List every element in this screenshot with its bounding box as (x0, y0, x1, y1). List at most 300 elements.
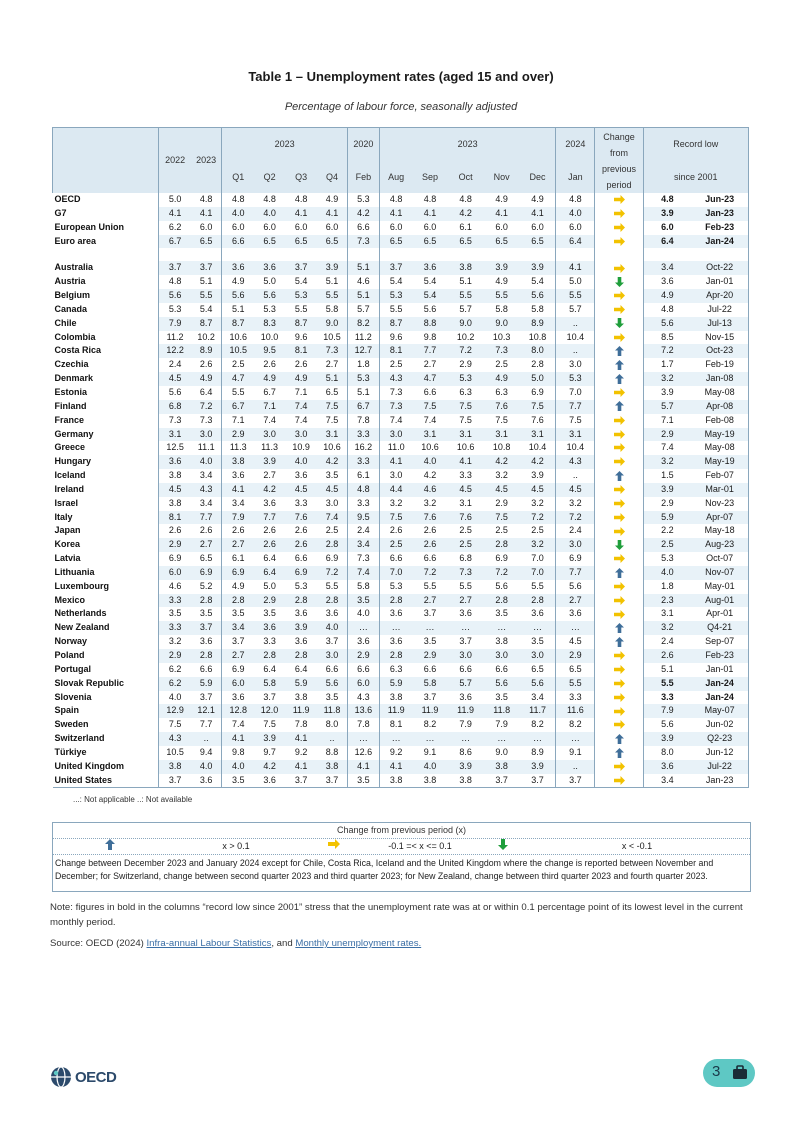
value-cell: … (347, 621, 379, 635)
value-cell: 4.6 (412, 483, 447, 497)
record-low-value: 8.0 (643, 746, 691, 760)
value-cell: 2.8 (254, 649, 285, 663)
value-cell: 3.9 (484, 261, 520, 275)
value-cell: 3.6 (317, 607, 347, 621)
value-cell: 11.1 (191, 441, 222, 455)
value-cell: 3.7 (317, 774, 347, 788)
table-row (53, 261, 749, 275)
header-nov: Nov (484, 161, 520, 193)
value-cell: 5.3 (379, 580, 412, 594)
value-cell: 2.7 (222, 538, 254, 552)
value-cell: 5.6 (484, 580, 520, 594)
infra-annual-link[interactable]: Infra-annual Labour Statistics (146, 938, 272, 949)
value-cell: 4.6 (159, 580, 191, 594)
value-cell: 11.6 (556, 704, 595, 718)
country-name: Korea (54, 539, 81, 550)
value-cell: 6.4 (254, 663, 285, 677)
country-name: Australia (54, 262, 94, 273)
value-cell: 8.0 (317, 718, 347, 732)
value-cell: 3.0 (379, 428, 412, 442)
record-low-value: 3.9 (643, 732, 691, 746)
spacer-cell (412, 248, 447, 261)
country-name: Euro area (54, 235, 97, 246)
value-cell: 6.1 (347, 469, 379, 483)
header-change-line1: Change (603, 131, 635, 142)
header-since-2001: since 2001 (643, 161, 748, 193)
value-cell: 1.8 (347, 358, 379, 372)
value-cell: 5.4 (412, 275, 447, 289)
value-cell: 3.1 (448, 428, 484, 442)
value-cell: 4.5 (285, 483, 317, 497)
value-cell: 11.3 (222, 441, 254, 455)
value-cell: … (556, 621, 595, 635)
record-low-value: 3.2 (643, 372, 691, 386)
country-name: Switzerland (54, 733, 105, 744)
spacer-row (53, 248, 749, 261)
record-low-value: 2.2 (643, 524, 691, 538)
value-cell: 3.6 (448, 691, 484, 705)
change-arrow-flat-icon (595, 441, 643, 455)
value-cell: 4.9 (484, 275, 520, 289)
value-cell: 5.2 (191, 580, 222, 594)
value-cell: 9.0 (484, 317, 520, 331)
value-cell: 7.6 (448, 511, 484, 525)
value-cell: 5.6 (159, 289, 191, 303)
value-cell: 4.0 (285, 455, 317, 469)
value-cell: 12.6 (347, 746, 379, 760)
value-cell: 3.2 (520, 538, 556, 552)
record-low-date: Nov-15 (691, 331, 748, 345)
country-name: Netherlands (54, 608, 107, 619)
record-low-value: 5.6 (643, 718, 691, 732)
table-row (53, 441, 749, 455)
spacer-cell (484, 248, 520, 261)
country-name: Iceland (54, 470, 86, 481)
value-cell: 8.0 (520, 344, 556, 358)
value-cell: 7.2 (412, 566, 447, 580)
value-cell: 8.1 (379, 718, 412, 732)
record-low-date: May-08 (691, 386, 748, 400)
value-cell: 2.8 (484, 594, 520, 608)
record-low-value: 7.2 (643, 344, 691, 358)
value-cell: 4.9 (484, 193, 520, 207)
value-cell: 7.6 (520, 414, 556, 428)
value-cell: 3.7 (484, 774, 520, 788)
value-cell: 5.1 (448, 275, 484, 289)
value-cell: 5.5 (484, 289, 520, 303)
value-cell: 3.7 (317, 635, 347, 649)
country-name: Poland (54, 650, 85, 660)
change-arrow-flat-icon (595, 428, 643, 442)
value-cell: 12.9 (159, 704, 191, 718)
value-cell: 3.3 (347, 455, 379, 469)
value-cell: 5.4 (379, 275, 412, 289)
value-cell: 3.1 (412, 428, 447, 442)
record-low-value: 3.4 (643, 261, 691, 275)
table-row (53, 566, 749, 580)
value-cell: 5.5 (379, 303, 412, 317)
value-cell: 4.1 (412, 207, 447, 221)
value-cell: 7.3 (347, 235, 379, 249)
change-arrow-up-icon (595, 358, 643, 372)
record-low-date: Jun-23 (691, 193, 748, 207)
value-cell: … (484, 621, 520, 635)
table-row (53, 303, 749, 317)
record-low-date: Jun-02 (691, 718, 748, 732)
value-cell: 7.5 (317, 400, 347, 414)
change-arrow-flat-icon (595, 718, 643, 732)
briefcase-icon (727, 1060, 753, 1086)
value-cell: 6.4 (254, 566, 285, 580)
value-cell: 3.7 (379, 261, 412, 275)
value-cell: 2.8 (379, 594, 412, 608)
value-cell: 3.0 (317, 649, 347, 663)
value-cell: 2.8 (285, 594, 317, 608)
value-cell: 5.0 (254, 275, 285, 289)
value-cell: 4.8 (285, 193, 317, 207)
value-cell: 11.0 (379, 441, 412, 455)
value-cell: 4.1 (285, 207, 317, 221)
value-cell: 3.1 (448, 497, 484, 511)
value-cell: 3.6 (159, 455, 191, 469)
value-cell: 2.8 (285, 649, 317, 663)
source-line (50, 938, 421, 949)
value-cell: 3.2 (556, 497, 595, 511)
value-cell: 7.5 (317, 414, 347, 428)
value-cell: 6.1 (222, 552, 254, 566)
value-cell: 3.5 (191, 607, 222, 621)
change-arrow-up-icon (595, 635, 643, 649)
table-row (53, 317, 749, 331)
value-cell: 5.3 (556, 372, 595, 386)
header-change-line2: from (610, 147, 629, 158)
table-row (53, 746, 749, 760)
value-cell: 4.0 (347, 607, 379, 621)
value-cell: 10.6 (412, 441, 447, 455)
value-cell: 3.0 (191, 428, 222, 442)
record-low-value: 3.9 (643, 207, 691, 221)
value-cell: 3.4 (222, 497, 254, 511)
value-cell: 3.9 (520, 469, 556, 483)
spacer-cell (691, 248, 748, 261)
value-cell: 4.9 (254, 372, 285, 386)
value-cell: 5.4 (285, 275, 317, 289)
legend-flat-icon (306, 839, 361, 854)
value-cell: 6.3 (379, 663, 412, 677)
value-cell: 6.7 (347, 400, 379, 414)
value-cell: 4.5 (484, 483, 520, 497)
value-cell: 10.6 (448, 441, 484, 455)
record-low-value: 3.6 (643, 760, 691, 774)
value-cell: 5.4 (412, 289, 447, 303)
value-cell: 2.6 (285, 538, 317, 552)
value-cell: 6.0 (191, 221, 222, 235)
record-low-value: 3.9 (643, 386, 691, 400)
value-cell: 11.9 (412, 704, 447, 718)
country-name: Austria (54, 276, 86, 287)
value-cell: 7.3 (379, 400, 412, 414)
value-cell: 4.0 (254, 207, 285, 221)
value-cell: 5.1 (191, 275, 222, 289)
value-cell: 2.6 (191, 358, 222, 372)
value-cell: 3.2 (520, 497, 556, 511)
value-cell: 2.8 (222, 594, 254, 608)
value-cell: 4.1 (317, 207, 347, 221)
value-cell: 5.7 (448, 303, 484, 317)
value-cell: 3.7 (191, 621, 222, 635)
value-cell: 4.1 (285, 760, 317, 774)
change-arrow-flat-icon (595, 774, 643, 788)
table-row (53, 331, 749, 345)
table-row (53, 235, 749, 249)
value-cell: 10.4 (520, 441, 556, 455)
value-cell: 4.1 (222, 732, 254, 746)
value-cell: 2.5 (448, 538, 484, 552)
value-cell: 3.0 (379, 469, 412, 483)
header-q2: Q2 (254, 161, 285, 193)
value-cell: 3.6 (379, 607, 412, 621)
value-cell: 5.5 (222, 386, 254, 400)
value-cell: 3.5 (347, 774, 379, 788)
value-cell: 7.0 (520, 552, 556, 566)
value-cell: … (520, 732, 556, 746)
record-low-value: 5.6 (643, 317, 691, 331)
value-cell: 2.6 (222, 524, 254, 538)
value-cell: 7.5 (448, 400, 484, 414)
record-low-date: Apr-07 (691, 511, 748, 525)
change-arrow-flat-icon (595, 511, 643, 525)
record-low-value: 5.9 (643, 511, 691, 525)
value-cell: 3.4 (191, 497, 222, 511)
value-cell: 3.6 (285, 469, 317, 483)
value-cell: 6.5 (484, 235, 520, 249)
value-cell: 8.7 (285, 317, 317, 331)
header-record-low: Record low (643, 128, 748, 162)
value-cell: 2.5 (484, 524, 520, 538)
record-low-value: 1.5 (643, 469, 691, 483)
value-cell: 3.6 (254, 497, 285, 511)
value-cell: 4.2 (347, 207, 379, 221)
value-cell: 7.3 (191, 414, 222, 428)
value-cell: 3.6 (254, 261, 285, 275)
value-cell: 6.0 (484, 221, 520, 235)
page-number: 3 (712, 1063, 721, 1080)
value-cell: 4.9 (222, 275, 254, 289)
value-cell: 2.4 (159, 358, 191, 372)
value-cell: 7.5 (448, 414, 484, 428)
value-cell: 6.5 (191, 235, 222, 249)
value-cell: 3.0 (285, 428, 317, 442)
record-low-date: Oct-07 (691, 552, 748, 566)
value-cell: 3.7 (412, 607, 447, 621)
table-subtitle: Percentage of labour force, seasonally adjusted (284, 101, 518, 113)
value-cell: 8.2 (347, 317, 379, 331)
value-cell: 7.7 (412, 344, 447, 358)
record-low-value: 4.8 (643, 303, 691, 317)
spacer-cell (191, 248, 222, 261)
header-aug: Aug (379, 161, 412, 193)
value-cell: 3.1 (317, 428, 347, 442)
table-row (53, 774, 749, 788)
value-cell: 3.3 (556, 691, 595, 705)
value-cell: .. (556, 760, 595, 774)
value-cell: 5.1 (317, 275, 347, 289)
record-low-date: Nov-23 (691, 497, 748, 511)
value-cell: 6.5 (254, 235, 285, 249)
record-low-date: May-19 (691, 428, 748, 442)
value-cell: 16.2 (347, 441, 379, 455)
value-cell: 2.9 (159, 649, 191, 663)
value-cell: 7.2 (520, 511, 556, 525)
value-cell: 3.0 (317, 497, 347, 511)
value-cell: 3.7 (448, 635, 484, 649)
value-cell: 8.9 (520, 317, 556, 331)
change-arrow-flat-icon (595, 235, 643, 249)
record-low-date: Aug-23 (691, 538, 748, 552)
value-cell: 9.7 (254, 746, 285, 760)
value-cell: 6.6 (222, 235, 254, 249)
spacer-cell (222, 248, 254, 261)
value-cell: 3.7 (159, 261, 191, 275)
spacer-cell (448, 248, 484, 261)
legend-explanation: Change between December 2023 and January 2024 except for Chile, Costa Rica, Iceland and the United Kingdom where the change is reported between November and December; for Switzerland, change between second quarter 2023 and third quarter 2023; for New Zealand, change between third quarter 2023 and fourth quarter 2023. (55, 858, 714, 881)
value-cell: 3.9 (520, 760, 556, 774)
value-cell: 2.6 (285, 524, 317, 538)
value-cell: 7.8 (347, 718, 379, 732)
value-cell: 4.0 (412, 455, 447, 469)
value-cell: 4.8 (254, 193, 285, 207)
value-cell: 2.7 (556, 594, 595, 608)
record-low-date: Aug-01 (691, 594, 748, 608)
value-cell: 7.4 (254, 414, 285, 428)
value-cell: .. (556, 469, 595, 483)
value-cell: 3.6 (191, 635, 222, 649)
value-cell: 6.9 (285, 566, 317, 580)
value-cell: 4.7 (222, 372, 254, 386)
header-dec: Dec (520, 161, 556, 193)
value-cell: 6.4 (191, 386, 222, 400)
value-cell: 3.6 (556, 607, 595, 621)
change-arrow-up-icon (595, 372, 643, 386)
value-cell: 7.6 (412, 511, 447, 525)
oecd-logo (50, 1066, 116, 1088)
value-cell: 4.0 (222, 207, 254, 221)
record-low-date: Apr-01 (691, 607, 748, 621)
value-cell: 5.6 (412, 303, 447, 317)
change-arrow-flat-icon (595, 704, 643, 718)
record-low-value: 3.3 (643, 691, 691, 705)
country-name: France (54, 414, 85, 425)
value-cell: 5.1 (347, 289, 379, 303)
value-cell: 6.9 (556, 552, 595, 566)
value-cell: 10.3 (484, 331, 520, 345)
value-cell: 7.3 (159, 414, 191, 428)
record-low-date: Mar-01 (691, 483, 748, 497)
value-cell: 4.7 (412, 372, 447, 386)
value-cell: 5.0 (520, 372, 556, 386)
value-cell: 3.3 (254, 635, 285, 649)
value-cell: 9.1 (412, 746, 447, 760)
value-cell: 8.7 (379, 317, 412, 331)
value-cell: 6.0 (347, 677, 379, 691)
value-cell: 4.8 (159, 275, 191, 289)
record-low-date: Feb-08 (691, 414, 748, 428)
value-cell: 5.5 (448, 580, 484, 594)
header-blank (53, 128, 159, 194)
country-name: Colombia (54, 331, 96, 342)
value-cell: 3.6 (191, 774, 222, 788)
record-low-date: Jul-22 (691, 760, 748, 774)
value-cell: 3.5 (484, 691, 520, 705)
value-cell: 12.2 (159, 344, 191, 358)
value-cell: 7.2 (556, 511, 595, 525)
legend-down-text: x < -0.1 (621, 841, 653, 851)
record-low-date: Sep-07 (691, 635, 748, 649)
value-cell: 3.7 (191, 691, 222, 705)
value-cell: 3.7 (191, 261, 222, 275)
source-prefix: Source: OECD (2024) (50, 938, 147, 949)
value-cell: 3.8 (159, 469, 191, 483)
value-cell: 7.9 (448, 718, 484, 732)
value-cell: 3.6 (285, 635, 317, 649)
table-row (53, 483, 749, 497)
monthly-unemployment-link[interactable]: Monthly unemployment rates. (295, 938, 422, 949)
value-cell: 2.6 (412, 524, 447, 538)
logo-text: OECD (75, 1068, 117, 1086)
value-cell: 4.1 (159, 207, 191, 221)
legend-up-text: x > 0.1 (222, 841, 250, 851)
record-low-date: Feb-23 (691, 221, 748, 235)
value-cell: 4.5 (448, 483, 484, 497)
spacer-cell (595, 248, 643, 261)
change-arrow-flat-icon (595, 497, 643, 511)
value-cell: .. (556, 344, 595, 358)
table-row (53, 704, 749, 718)
value-cell: 4.5 (556, 483, 595, 497)
value-cell: 4.2 (317, 455, 347, 469)
country-name: Finland (54, 400, 87, 411)
change-arrow-flat-icon (595, 483, 643, 497)
value-cell: 4.3 (191, 483, 222, 497)
value-cell: 6.5 (317, 386, 347, 400)
value-cell: 7.5 (520, 400, 556, 414)
value-cell: 4.0 (159, 691, 191, 705)
value-cell: 5.4 (520, 275, 556, 289)
value-cell: 5.3 (285, 289, 317, 303)
change-arrow-up-icon (595, 746, 643, 760)
record-low-date: May-19 (691, 455, 748, 469)
table-row (53, 691, 749, 705)
value-cell: 5.5 (556, 677, 595, 691)
value-cell: 4.1 (379, 760, 412, 774)
value-cell: 7.6 (484, 400, 520, 414)
value-cell: 9.5 (254, 344, 285, 358)
value-cell: 4.8 (347, 483, 379, 497)
value-cell: 6.2 (159, 677, 191, 691)
value-cell: 4.8 (191, 193, 222, 207)
value-cell: 4.8 (556, 193, 595, 207)
record-low-value: 2.3 (643, 594, 691, 608)
value-cell: 2.5 (317, 524, 347, 538)
table-row (53, 400, 749, 414)
table-row (53, 760, 749, 774)
value-cell: 4.8 (222, 193, 254, 207)
value-cell: 5.5 (191, 289, 222, 303)
change-arrow-flat-icon (595, 414, 643, 428)
record-low-value: 3.9 (643, 483, 691, 497)
value-cell: 7.7 (556, 566, 595, 580)
value-cell: 7.4 (222, 718, 254, 732)
